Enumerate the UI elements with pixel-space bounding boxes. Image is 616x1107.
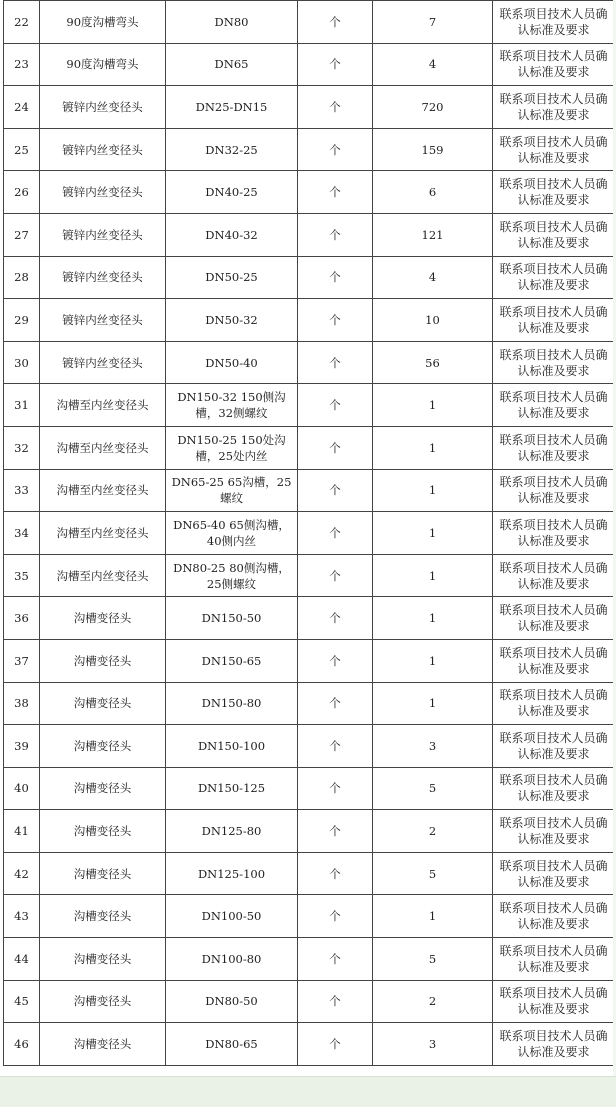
requirement-cell: 联系项目技术人员确认标准及要求	[493, 256, 615, 299]
quantity-cell: 3	[373, 1023, 493, 1066]
row-number-cell: 35	[4, 554, 40, 597]
spec-cell: DN50-40	[166, 341, 298, 384]
requirement-cell: 联系项目技术人员确认标准及要求	[493, 43, 615, 86]
quantity-cell: 720	[373, 86, 493, 129]
quantity-cell: 1	[373, 597, 493, 640]
spec-cell: DN50-32	[166, 299, 298, 342]
item-name-cell: 沟槽变径头	[40, 980, 166, 1023]
item-name-cell: 沟槽变径头	[40, 597, 166, 640]
spec-cell: DN100-80	[166, 938, 298, 981]
table-row	[4, 469, 615, 512]
item-name-cell: 镀锌内丝变径头	[40, 213, 166, 256]
item-name-cell: 镀锌内丝变径头	[40, 341, 166, 384]
table-row	[4, 725, 615, 768]
quantity-cell: 5	[373, 938, 493, 981]
spec-cell: DN80	[166, 1, 298, 44]
requirement-cell: 联系项目技术人员确认标准及要求	[493, 810, 615, 853]
row-number-cell: 31	[4, 384, 40, 427]
unit-cell: 个	[298, 980, 373, 1023]
item-name-cell: 镀锌内丝变径头	[40, 171, 166, 214]
quantity-cell: 5	[373, 852, 493, 895]
spec-cell: DN150-25 150处沟槽，25处内丝	[166, 426, 298, 469]
spec-cell: DN50-25	[166, 256, 298, 299]
row-number-cell: 43	[4, 895, 40, 938]
table-row	[4, 256, 615, 299]
unit-cell: 个	[298, 767, 373, 810]
requirement-cell: 联系项目技术人员确认标准及要求	[493, 554, 615, 597]
unit-cell: 个	[298, 86, 373, 129]
unit-cell: 个	[298, 1023, 373, 1066]
spec-cell: DN65-40 65侧沟槽，40侧内丝	[166, 512, 298, 555]
quantity-cell: 2	[373, 810, 493, 853]
item-name-cell: 沟槽变径头	[40, 639, 166, 682]
requirement-cell: 联系项目技术人员确认标准及要求	[493, 938, 615, 981]
row-number-cell: 23	[4, 43, 40, 86]
item-name-cell: 90度沟槽弯头	[40, 43, 166, 86]
table-row	[4, 1023, 615, 1066]
table-row	[4, 43, 615, 86]
item-name-cell: 沟槽变径头	[40, 852, 166, 895]
requirement-cell: 联系项目技术人员确认标准及要求	[493, 341, 615, 384]
row-number-cell: 28	[4, 256, 40, 299]
spec-cell: DN150-100	[166, 725, 298, 768]
item-name-cell: 沟槽至内丝变径头	[40, 512, 166, 555]
quantity-cell: 1	[373, 682, 493, 725]
spec-cell: DN40-32	[166, 213, 298, 256]
requirement-cell: 联系项目技术人员确认标准及要求	[493, 682, 615, 725]
table-row	[4, 341, 615, 384]
quantity-cell: 2	[373, 980, 493, 1023]
row-number-cell: 38	[4, 682, 40, 725]
quantity-cell: 4	[373, 256, 493, 299]
requirement-cell: 联系项目技术人员确认标准及要求	[493, 597, 615, 640]
item-name-cell: 沟槽变径头	[40, 895, 166, 938]
row-number-cell: 30	[4, 341, 40, 384]
unit-cell: 个	[298, 682, 373, 725]
table-row	[4, 512, 615, 555]
requirement-cell: 联系项目技术人员确认标准及要求	[493, 128, 615, 171]
requirement-cell: 联系项目技术人员确认标准及要求	[493, 852, 615, 895]
unit-cell: 个	[298, 725, 373, 768]
row-number-cell: 27	[4, 213, 40, 256]
spec-cell: DN65	[166, 43, 298, 86]
unit-cell: 个	[298, 384, 373, 427]
unit-cell: 个	[298, 1, 373, 44]
row-number-cell: 24	[4, 86, 40, 129]
quantity-cell: 121	[373, 213, 493, 256]
quantity-cell: 1	[373, 426, 493, 469]
spec-cell: DN125-100	[166, 852, 298, 895]
row-number-cell: 46	[4, 1023, 40, 1066]
item-name-cell: 镀锌内丝变径头	[40, 86, 166, 129]
spec-cell: DN32-25	[166, 128, 298, 171]
row-number-cell: 44	[4, 938, 40, 981]
spec-cell: DN150-80	[166, 682, 298, 725]
quantity-cell: 1	[373, 639, 493, 682]
row-number-cell: 37	[4, 639, 40, 682]
row-number-cell: 41	[4, 810, 40, 853]
row-number-cell: 34	[4, 512, 40, 555]
table-row	[4, 426, 615, 469]
item-name-cell: 沟槽变径头	[40, 810, 166, 853]
unit-cell: 个	[298, 213, 373, 256]
requirement-cell: 联系项目技术人员确认标准及要求	[493, 86, 615, 129]
spec-cell: DN150-50	[166, 597, 298, 640]
spec-cell: DN25-DN15	[166, 86, 298, 129]
row-number-cell: 29	[4, 299, 40, 342]
unit-cell: 个	[298, 852, 373, 895]
quantity-cell: 7	[373, 1, 493, 44]
quantity-cell: 6	[373, 171, 493, 214]
unit-cell: 个	[298, 597, 373, 640]
table-row	[4, 639, 615, 682]
spec-cell: DN65-25 65沟槽，25螺纹	[166, 469, 298, 512]
quantity-cell: 5	[373, 767, 493, 810]
unit-cell: 个	[298, 128, 373, 171]
row-number-cell: 39	[4, 725, 40, 768]
materials-table	[3, 0, 615, 1066]
table-row	[4, 86, 615, 129]
requirement-cell: 联系项目技术人员确认标准及要求	[493, 512, 615, 555]
spec-cell: DN125-80	[166, 810, 298, 853]
requirement-cell: 联系项目技术人员确认标准及要求	[493, 469, 615, 512]
spec-cell: DN150-125	[166, 767, 298, 810]
quantity-cell: 3	[373, 725, 493, 768]
table-row	[4, 810, 615, 853]
requirement-cell: 联系项目技术人员确认标准及要求	[493, 384, 615, 427]
unit-cell: 个	[298, 171, 373, 214]
table-row	[4, 938, 615, 981]
row-number-cell: 32	[4, 426, 40, 469]
item-name-cell: 沟槽至内丝变径头	[40, 426, 166, 469]
spec-cell: DN100-50	[166, 895, 298, 938]
row-number-cell: 25	[4, 128, 40, 171]
unit-cell: 个	[298, 810, 373, 853]
row-number-cell: 36	[4, 597, 40, 640]
unit-cell: 个	[298, 256, 373, 299]
quantity-cell: 1	[373, 512, 493, 555]
row-number-cell: 22	[4, 1, 40, 44]
item-name-cell: 沟槽变径头	[40, 725, 166, 768]
table-row	[4, 1, 615, 44]
item-name-cell: 镀锌内丝变径头	[40, 256, 166, 299]
table-row	[4, 213, 615, 256]
quantity-cell: 56	[373, 341, 493, 384]
spec-cell: DN150-32 150侧沟槽，32侧螺纹	[166, 384, 298, 427]
row-number-cell: 45	[4, 980, 40, 1023]
table-row	[4, 980, 615, 1023]
item-name-cell: 沟槽变径头	[40, 767, 166, 810]
requirement-cell: 联系项目技术人员确认标准及要求	[493, 426, 615, 469]
requirement-cell: 联系项目技术人员确认标准及要求	[493, 639, 615, 682]
spec-cell: DN40-25	[166, 171, 298, 214]
unit-cell: 个	[298, 512, 373, 555]
table-row	[4, 299, 615, 342]
requirement-cell: 联系项目技术人员确认标准及要求	[493, 171, 615, 214]
quantity-cell: 1	[373, 469, 493, 512]
requirement-cell: 联系项目技术人员确认标准及要求	[493, 1023, 615, 1066]
item-name-cell: 沟槽变径头	[40, 682, 166, 725]
spec-cell: DN80-50	[166, 980, 298, 1023]
row-number-cell: 42	[4, 852, 40, 895]
unit-cell: 个	[298, 43, 373, 86]
requirement-cell: 联系项目技术人员确认标准及要求	[493, 725, 615, 768]
unit-cell: 个	[298, 895, 373, 938]
spec-cell: DN80-65	[166, 1023, 298, 1066]
requirement-cell: 联系项目技术人员确认标准及要求	[493, 1, 615, 44]
item-name-cell: 90度沟槽弯头	[40, 1, 166, 44]
table-row	[4, 597, 615, 640]
row-number-cell: 26	[4, 171, 40, 214]
item-name-cell: 沟槽变径头	[40, 1023, 166, 1066]
spec-cell: DN80-25 80侧沟槽，25侧螺纹	[166, 554, 298, 597]
table-row	[4, 554, 615, 597]
requirement-cell: 联系项目技术人员确认标准及要求	[493, 895, 615, 938]
table-row	[4, 767, 615, 810]
quantity-cell: 10	[373, 299, 493, 342]
unit-cell: 个	[298, 639, 373, 682]
requirement-cell: 联系项目技术人员确认标准及要求	[493, 213, 615, 256]
quantity-cell: 1	[373, 384, 493, 427]
spec-cell: DN150-65	[166, 639, 298, 682]
table-row	[4, 384, 615, 427]
row-number-cell: 40	[4, 767, 40, 810]
quantity-cell: 1	[373, 895, 493, 938]
unit-cell: 个	[298, 341, 373, 384]
requirement-cell: 联系项目技术人员确认标准及要求	[493, 299, 615, 342]
item-name-cell: 沟槽至内丝变径头	[40, 469, 166, 512]
table-row	[4, 171, 615, 214]
unit-cell: 个	[298, 554, 373, 597]
table-row	[4, 852, 615, 895]
requirement-cell: 联系项目技术人员确认标准及要求	[493, 980, 615, 1023]
item-name-cell: 镀锌内丝变径头	[40, 128, 166, 171]
footer-band	[0, 1076, 616, 1107]
row-number-cell: 33	[4, 469, 40, 512]
table-row	[4, 682, 615, 725]
quantity-cell: 4	[373, 43, 493, 86]
table-row	[4, 895, 615, 938]
requirement-cell: 联系项目技术人员确认标准及要求	[493, 767, 615, 810]
quantity-cell: 1	[373, 554, 493, 597]
unit-cell: 个	[298, 299, 373, 342]
item-name-cell: 镀锌内丝变径头	[40, 299, 166, 342]
quantity-cell: 159	[373, 128, 493, 171]
table-body	[4, 1, 615, 1066]
table-row	[4, 128, 615, 171]
unit-cell: 个	[298, 938, 373, 981]
item-name-cell: 沟槽至内丝变径头	[40, 384, 166, 427]
unit-cell: 个	[298, 469, 373, 512]
item-name-cell: 沟槽至内丝变径头	[40, 554, 166, 597]
unit-cell: 个	[298, 426, 373, 469]
item-name-cell: 沟槽变径头	[40, 938, 166, 981]
